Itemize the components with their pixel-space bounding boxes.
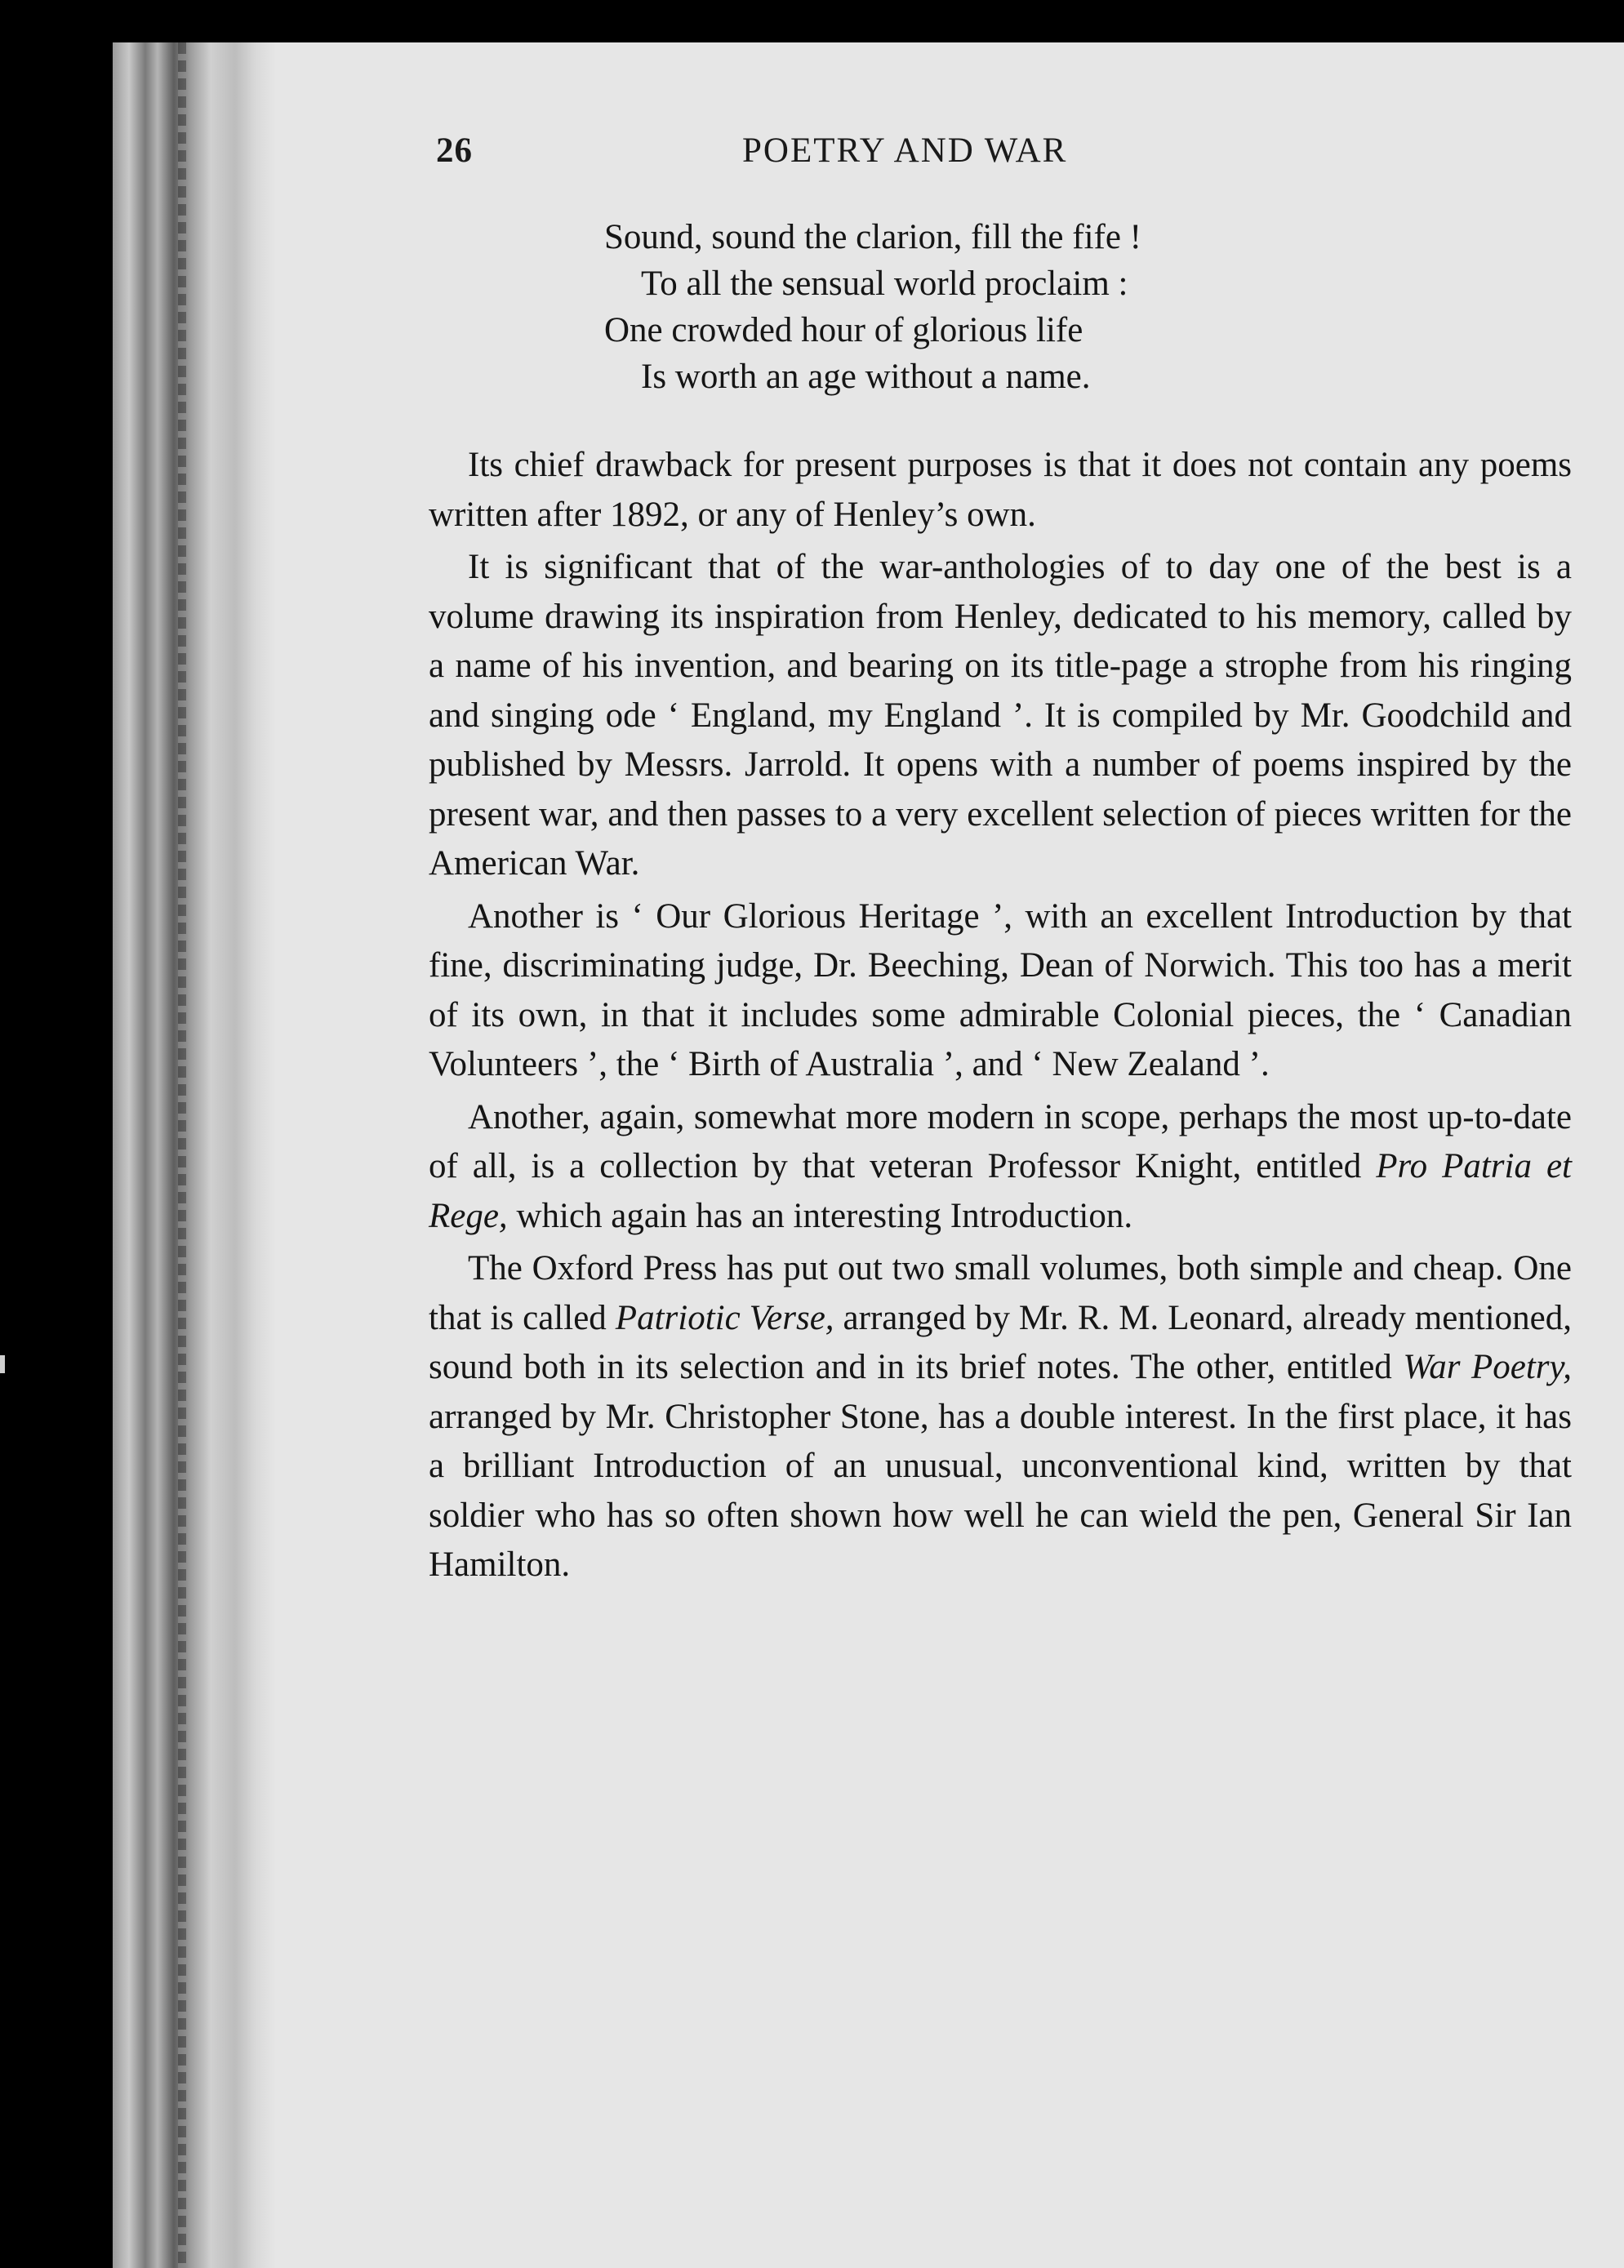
paragraph bbox=[429, 1244, 1572, 1590]
binding-shadow bbox=[178, 42, 186, 2268]
body-text bbox=[429, 441, 1572, 1594]
paragraph bbox=[429, 1093, 1572, 1242]
paragraph-text: which again has an interesting Introduction. bbox=[507, 1196, 1133, 1235]
paragraph: Its chief drawback for present purposes is that it does not contain any poems written after 1892, or any of Henley’s own. bbox=[429, 446, 1572, 534]
scan-edge-mark bbox=[0, 1355, 5, 1373]
paragraph: It is significant that of the war-anthologies of to day one of the best is a volume drawing its inspiration from Henley, dedicated to his memory, called by a name of his invention, and bearing on its title-page a strophe from his ringing and singing ode ‘ England, my England ’. It is compiled by Mr. Goodchild and published by Messrs. Jarrold. It opens with a number of poems inspired by the present war, and then passes to a very excellent selection of pieces written for the American War. bbox=[429, 548, 1572, 883]
paragraph: Another is ‘ Our Glorious Heritage ’, with an excellent Introduction by that fine, discriminating judge, Dr. Beeching, Dean of Norwich. This too has a merit of its own, in that it includes some admirable Colonial pieces, the ‘ Canadian Volunteers ’, the ‘ Birth of Australia ’, and ‘ New Zealand ’. bbox=[429, 896, 1572, 1083]
running-title: POETRY AND WAR bbox=[742, 131, 1068, 170]
book-title: Pro Patria et Rege, bbox=[429, 1147, 1572, 1235]
paragraph-text: arranged by Mr. Christopher Stone, has a double interest. In the first place, it has a brilliant Introduction of an unusual, unconventional kind, written by that soldier who has so often shown how well he can wield the pen, General Sir Ian Hamilton. bbox=[429, 1397, 1572, 1584]
paragraph-text: The Oxford Press has put out two small volumes, both simple and cheap. One that is called bbox=[429, 1249, 1572, 1337]
verse-line: Is worth an age without a name. bbox=[641, 358, 1091, 396]
verse-line: Sound, sound the clarion, fill the fife ! bbox=[604, 218, 1141, 256]
verse-line: To all the sensual world proclaim : bbox=[641, 265, 1128, 303]
paragraph-text: arranged by Mr. R. M. Leonard, already mentioned, sound both in its selection and in its brief notes. The other, entitled bbox=[429, 1298, 1573, 1386]
page-number: 26 bbox=[436, 131, 473, 170]
verse-line: One crowded hour of glorious life bbox=[604, 311, 1083, 349]
verse-quotation bbox=[604, 214, 1257, 400]
book-title: Patriotic Verse, bbox=[615, 1298, 834, 1337]
paragraph-text: Another, again, somewhat more modern in scope, perhaps the most up-to-date of all, is a collection by that veteran Professor Knight, entitled bbox=[429, 1097, 1572, 1185]
running-header bbox=[436, 131, 1293, 180]
book-title: War Poetry, bbox=[1403, 1348, 1572, 1386]
page-gutter bbox=[113, 42, 276, 2268]
